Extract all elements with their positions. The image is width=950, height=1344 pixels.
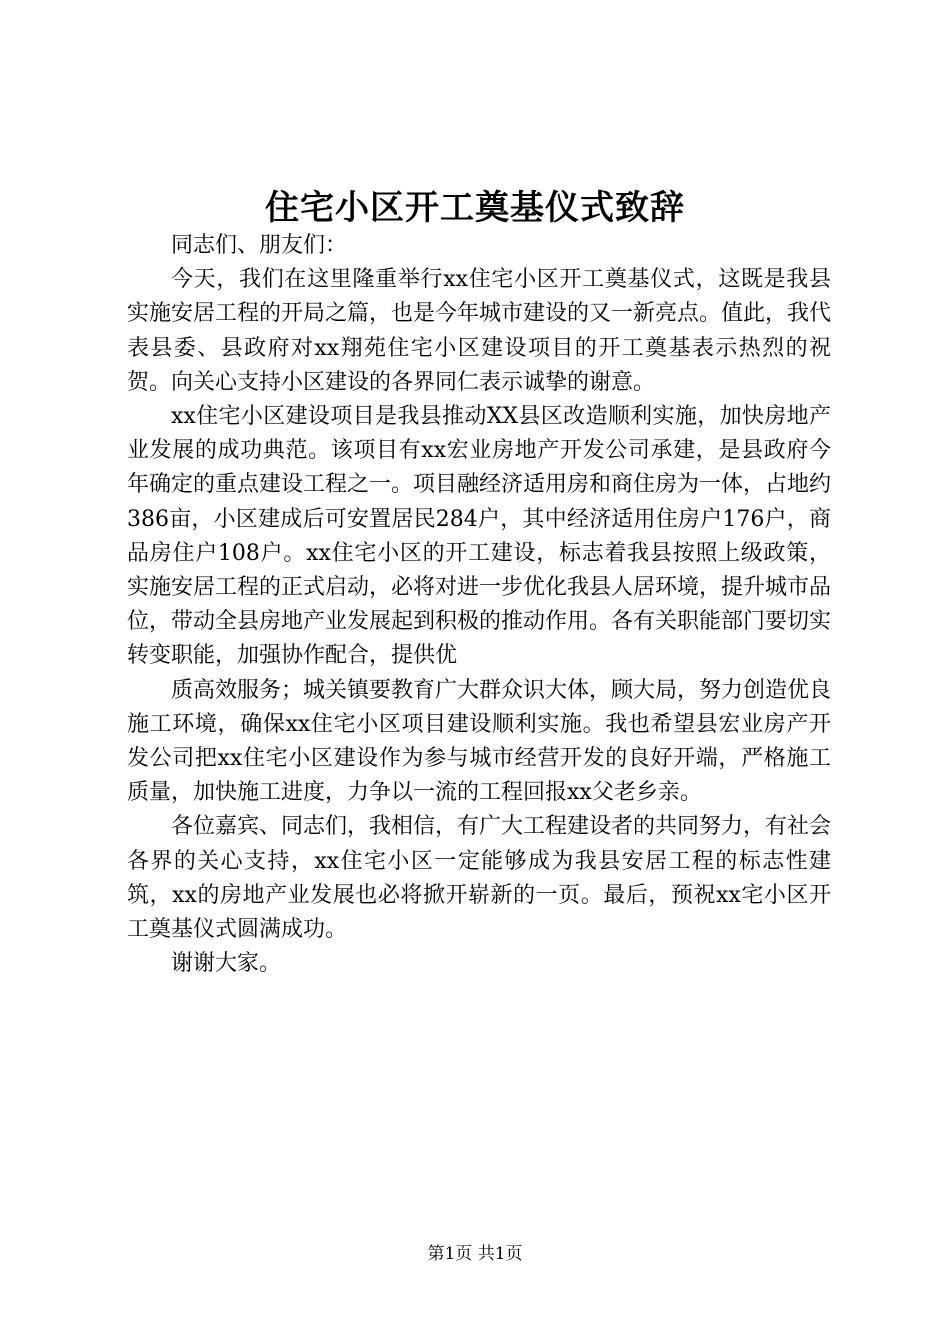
paragraph-closing: 各位嘉宾、同志们，我相信，有广大工程建设者的共同努力，有社会各界的关心支持，xx住宅小区一定能够成为我县安居工程的标志性建筑，xx的房地产业发展也必将掀开崭新的一页。最后，预祝xx宅小区开工奠基仪式圆满成功。 — [127, 814, 832, 943]
paragraph-project: xx住宅小区建设项目是我县推动XX县区改造顺利实施，加快房地产业发展的成功典范。该项目有xx宏业房地产开发公司承建，是县政府今年确定的重点建设工程之一。项目融经济适用房和商住房为一体，占地约386亩，小区建成后可安置居民284户，其中经济适用住房户176户，商品房住户108户。xx住宅小区的开工建设，标志着我县按照上级政策，实施安居工程的正式启动，必将对进一步优化我县人居环境，提升城市品位，带动全县房地产业发展起到积极的推动作用。各有关职能部门要切实转变职能，加强协作配合，提供优 — [127, 404, 832, 669]
document-title: 住宅小区开工奠基仪式致辞 — [265, 188, 685, 228]
page-footer: 第1页 共1页 — [427, 1244, 523, 1264]
paragraph-salutation: 同志们、朋友们： — [171, 233, 348, 258]
document-body — [127, 229, 831, 981]
paragraph-thanks: 谢谢大家。 — [171, 951, 282, 977]
paragraph-service: 质高效服务；城关镇要教育广大群众识大体，顾大局，努力创造优良施工环境，确保xx住宅小区项目建设顺利实施。我也希望县宏业房产开发公司把xx住宅小区建设作为参与城市经营开发的良好开端，严格施工质量，加快施工进度，力争以一流的工程回报xx父老乡亲。 — [127, 677, 832, 806]
paragraph-opening: 今天，我们在这里隆重举行xx住宅小区开工奠基仪式，这既是我县实施安居工程的开局之篇，也是今年城市建设的又一新亮点。值此，我代表县委、县政府对xx翔苑住宅小区建设项目的开工奠基表示热烈的祝贺。向关心支持小区建设的各界同仁表示诚挚的谢意。 — [127, 267, 832, 395]
